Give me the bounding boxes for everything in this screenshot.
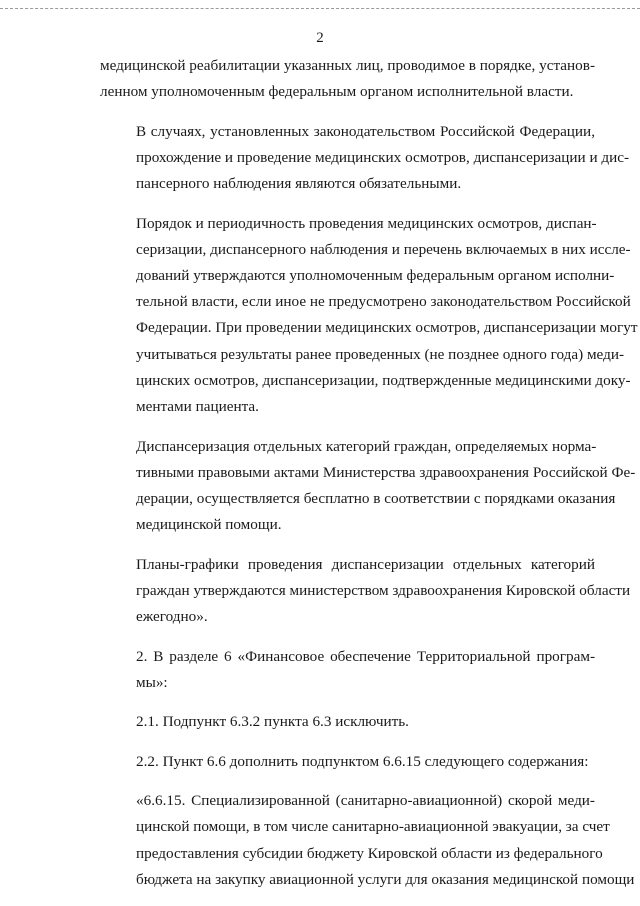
text-line: 2.1. Подпункт 6.3.2 пункта 6.3 исключить. xyxy=(136,713,409,731)
text-line: цинских осмотров, диспансеризации, подтвержденные медицинскими доку- xyxy=(136,371,631,389)
text-line: серизации, диспансерного наблюдения и перечень включаемых в них иссле- xyxy=(136,240,631,258)
text-line: бюджета на закупку авиационной услуги для оказания медицинской помощи xyxy=(136,870,635,888)
text-line: мы»: xyxy=(136,673,168,691)
text-line: Диспансеризация отдельных категорий граждан, определяемых норма- xyxy=(136,437,597,455)
text-line: «6.6.15. Специализированной (санитарно-авиационной) скорой меди- xyxy=(136,792,595,810)
text-line: Порядок и периодичность проведения медицинских осмотров, диспан- xyxy=(136,214,597,232)
scan-top-edge xyxy=(0,8,640,9)
text-line: тельной власти, если иное не предусмотрено законодательством Российской xyxy=(136,293,631,311)
text-line: медицинской реабилитации указанных лиц, проводимое в порядке, установ- xyxy=(100,57,595,74)
text-line: учитываться результаты ранее проведенных (не позднее одного года) меди- xyxy=(136,345,625,363)
text-line: цинской помощи, в том числе санитарно-авиационной эвакуации, за счет xyxy=(136,818,610,836)
text-line: прохождение и проведение медицинских осмотров, диспансеризации и дис- xyxy=(136,148,630,166)
text-line: Планы-графики проведения диспансеризации отдельных категорий xyxy=(136,555,595,573)
page-number: 2 xyxy=(316,30,324,46)
paragraph xyxy=(100,552,631,631)
text-line: ментами пациента. xyxy=(136,398,259,416)
text-line: ежегодно». xyxy=(136,608,208,626)
text-line: граждан утверждаются министерством здравоохранения Кировской области xyxy=(136,581,631,599)
paragraph xyxy=(100,119,630,198)
paragraph xyxy=(100,434,636,539)
text-line: Федерации. При проведении медицинских осмотров, диспансеризации могут xyxy=(136,319,638,337)
paragraph xyxy=(100,749,595,775)
paragraph xyxy=(100,211,638,421)
paragraph xyxy=(100,644,595,696)
paragraph xyxy=(100,709,595,735)
text-line: дований утверждаются уполномоченным федеральным органом исполни- xyxy=(136,267,615,285)
text-line: дерации, осуществляется бесплатно в соответствии с порядками оказания xyxy=(136,489,616,507)
text-line: пансерного наблюдения являются обязательными. xyxy=(136,175,462,193)
text-line: В случаях, установленных законодательством Российской Федерации, xyxy=(136,122,595,140)
text-line: медицинской помощи. xyxy=(136,516,282,534)
paragraph xyxy=(100,53,595,105)
paragraph xyxy=(100,788,635,893)
text-line: ленном уполномоченным федеральным органом исполнительной власти. xyxy=(100,83,574,101)
text-line: тивными правовыми актами Министерства здравоохранения Российской Фе- xyxy=(136,463,636,481)
document-body xyxy=(100,53,638,906)
text-line: предоставления субсидии бюджету Кировской области из федерального xyxy=(136,844,603,862)
text-line: 2.2. Пункт 6.6 дополнить подпунктом 6.6.15 следующего содержания: xyxy=(136,752,589,770)
text-line: 2. В разделе 6 «Финансовое обеспечение Территориальной програм- xyxy=(136,647,595,665)
